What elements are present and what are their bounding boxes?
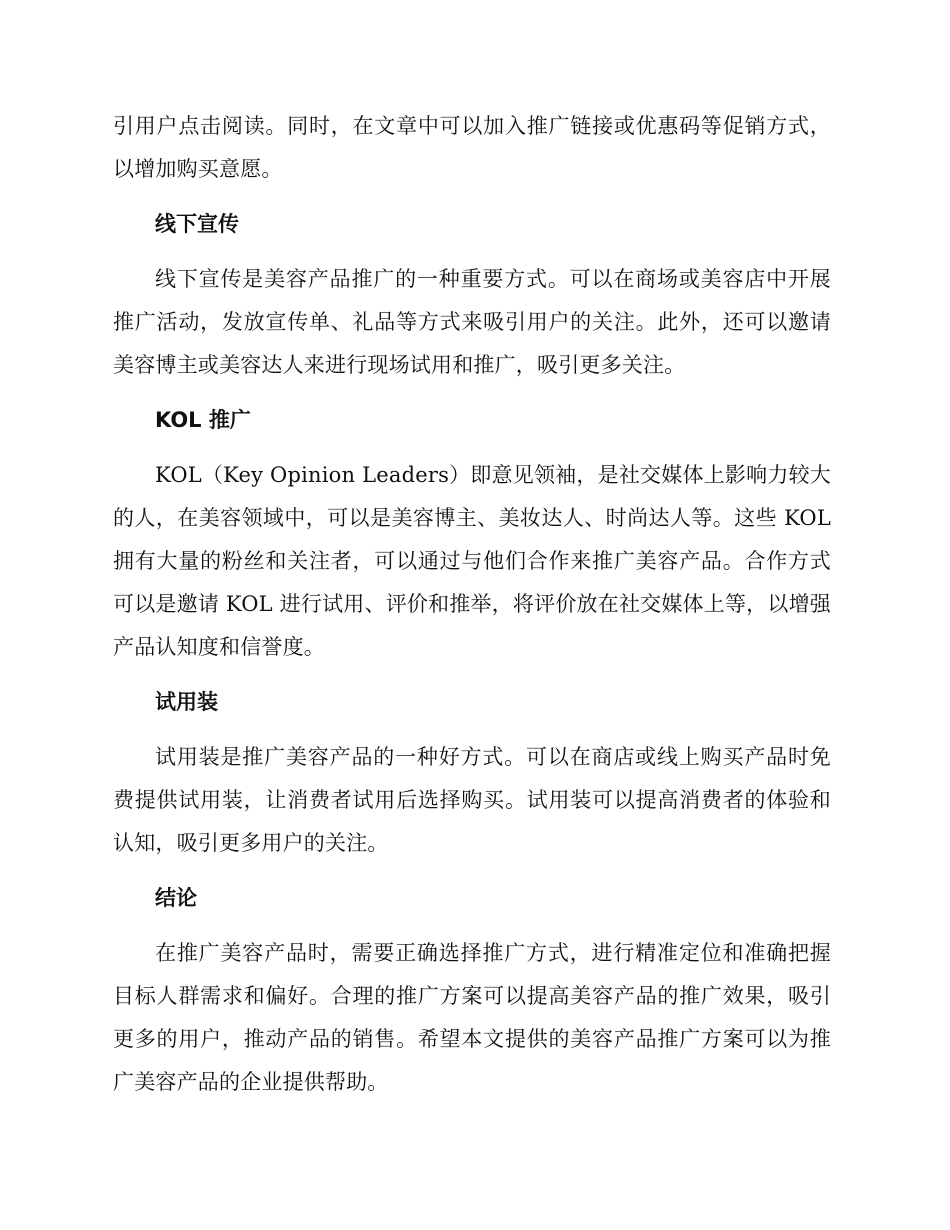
intro-paragraph: 引用户点击阅读。同时，在文章中可以加入推广链接或优惠码等促销方式，以增加购买意愿。: [113, 114, 831, 181]
section-heading-conclusion: 结论: [155, 886, 197, 910]
section-heading-kol-promotion: KOL 推广: [155, 408, 251, 432]
section-body-conclusion: 在推广美容产品时，需要正确选择推广方式，进行精准定位和准确把握目标人群需求和偏好。合理的推广方案可以提高美容产品的推广效果，吸引更多的用户，推动产品的销售。希望本文提供的美容产品推广方案可以为推广美容产品的企业提供帮助。: [113, 941, 831, 1094]
section-body-trial-size: 试用装是推广美容产品的一种好方式。可以在商店或线上购买产品时免费提供试用装，让消费者试用后选择购买。试用装可以提高消费者的体验和认知，吸引更多用户的关注。: [113, 745, 831, 855]
section-body-kol-promotion: KOL（Key Opinion Leaders）即意见领袖，是社交媒体上影响力较大的人，在美容领域中，可以是美容博主、美妆达人、时尚达人等。这些 KOL 拥有大量的粉丝和关注者，可以通过与他们合作来推广美容产品。合作方式可以是邀请 KOL 进行试用、评价和推举，将评价放在社交媒体上等，以增强产品认知度和信誉度。: [113, 463, 831, 659]
section-heading-offline-promotion: 线下宣传: [155, 212, 239, 236]
section-heading-trial-size: 试用装: [155, 690, 218, 714]
section-body-offline-promotion: 线下宣传是美容产品推广的一种重要方式。可以在商场或美容店中开展推广活动，发放宣传单、礼品等方式来吸引用户的关注。此外，还可以邀请美容博主或美容达人来进行现场试用和推广，吸引更多关注。: [113, 267, 831, 377]
document-body: [113, 105, 831, 1104]
